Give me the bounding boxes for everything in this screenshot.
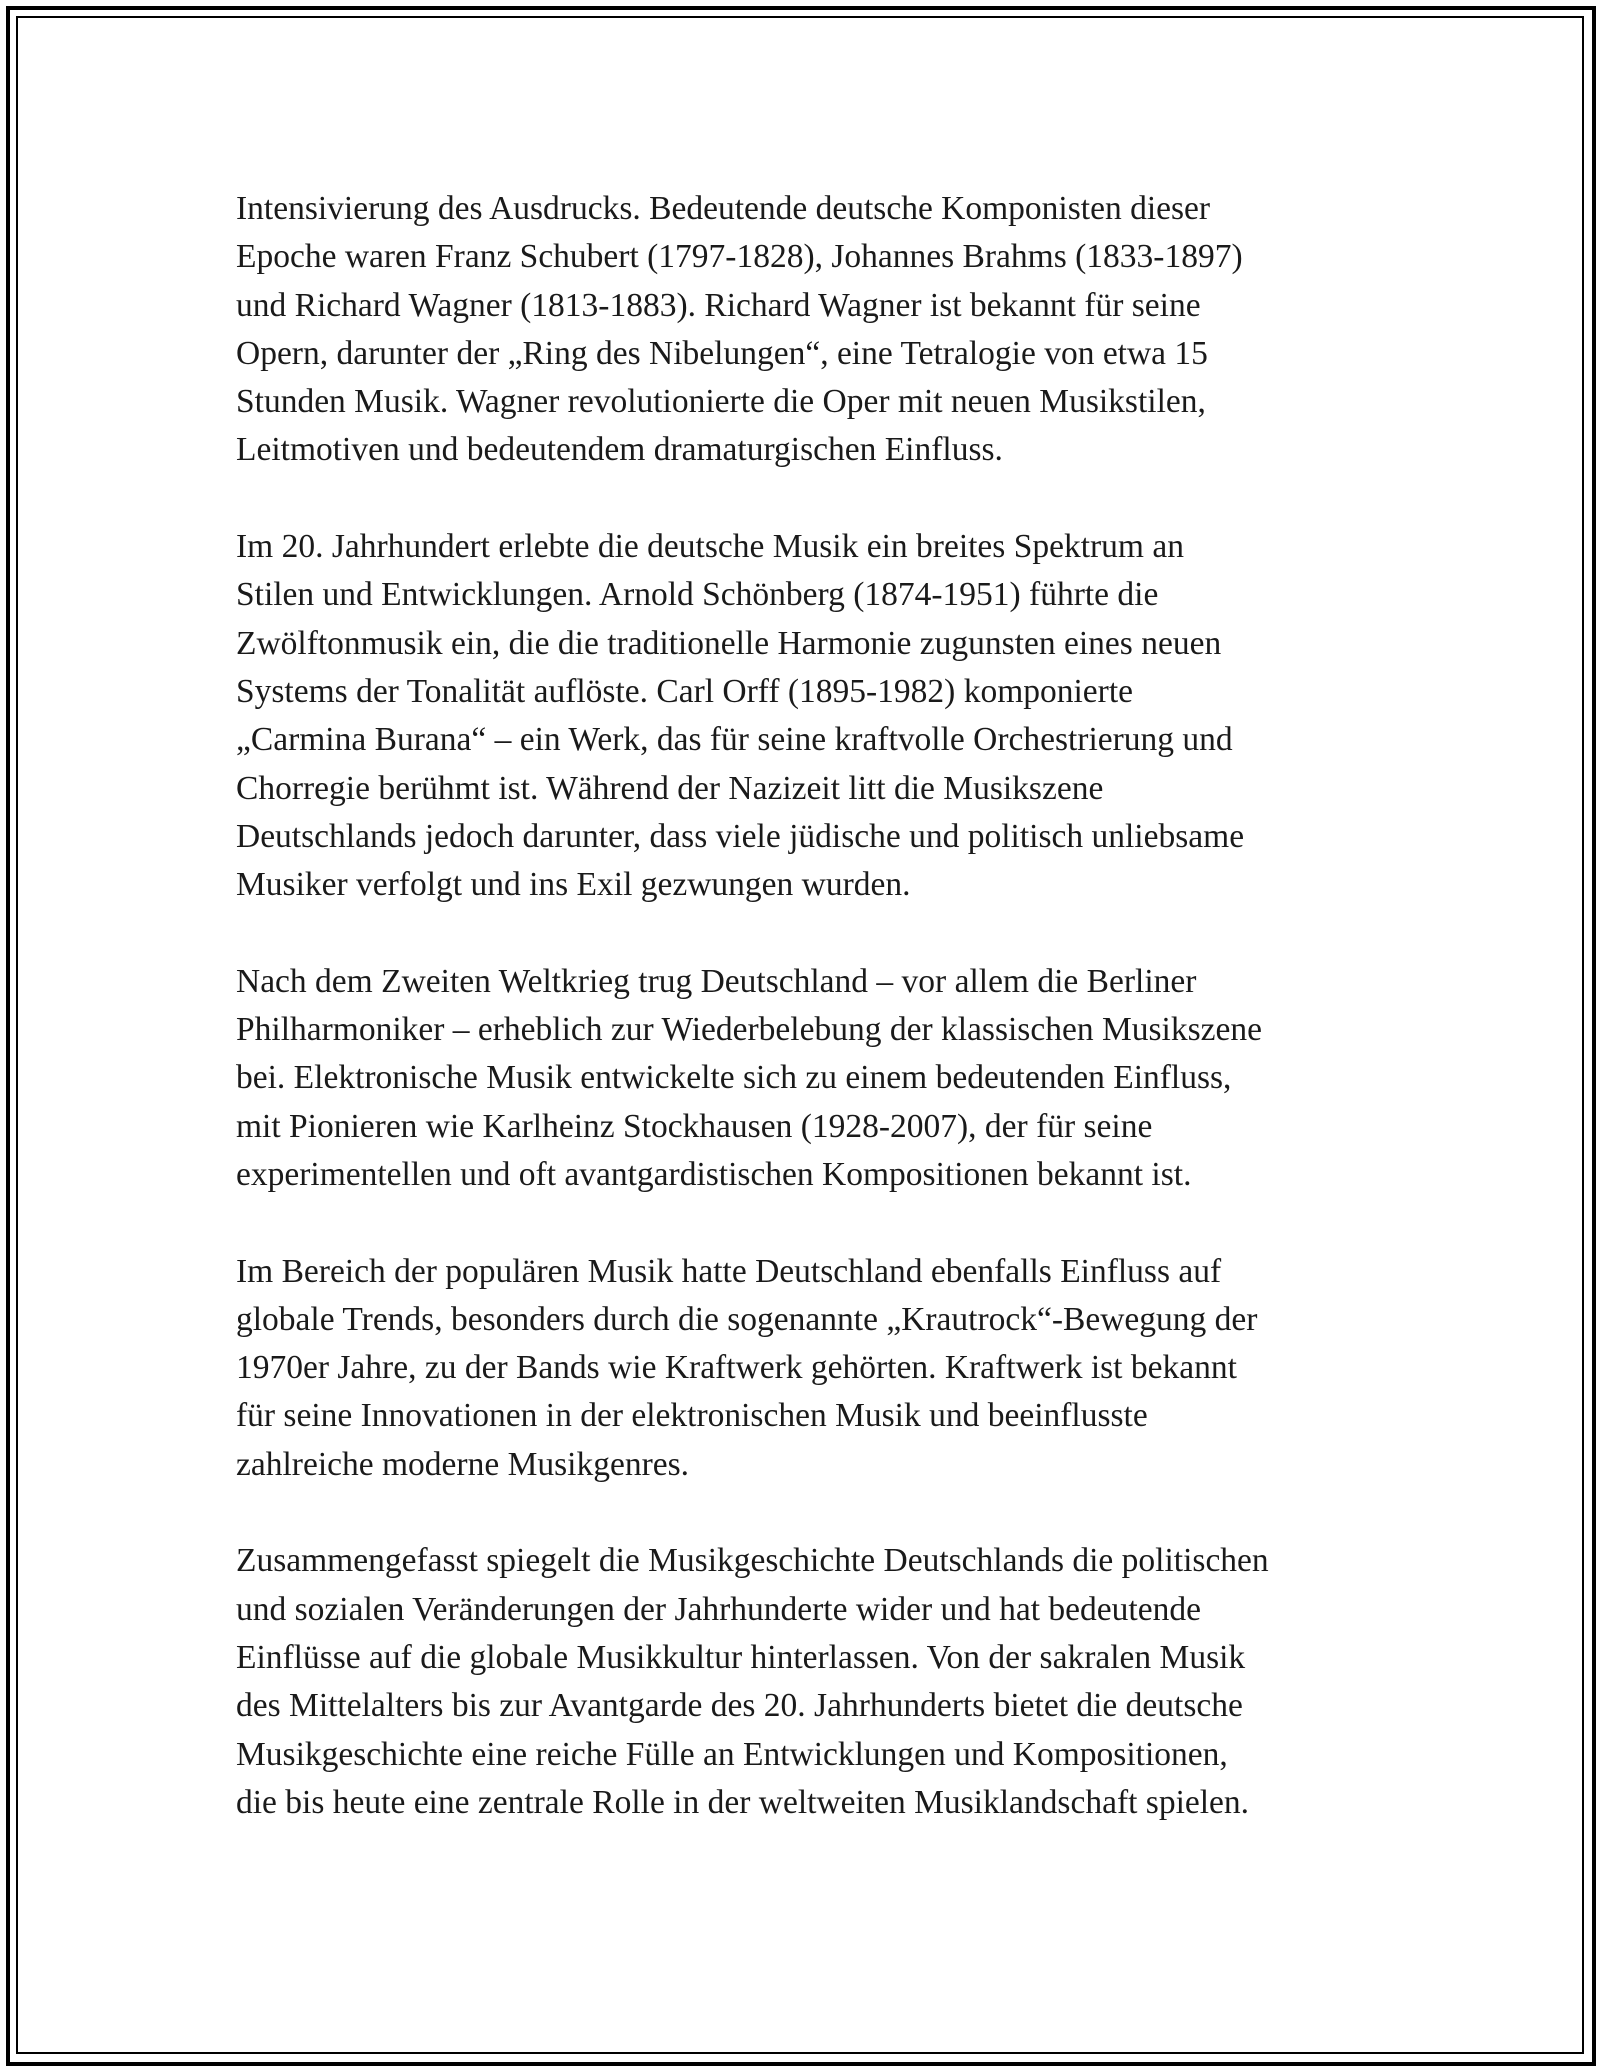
text-line: und Richard Wagner (1813-1883). Richard Wagner ist bekannt für seine [236,286,1201,324]
document-body [236,185,1376,1875]
text-line: Chorregie berühmt ist. Während der Nazizeit litt die Musikszene [236,769,1104,807]
text-line: Philharmoniker – erheblich zur Wiederbelebung der klassischen Musikszene [236,1011,1262,1049]
text-line: Musikgeschichte eine reiche Fülle an Entwicklungen und Kompositionen, [236,1735,1228,1773]
text-line: zahlreiche moderne Musikgenres. [236,1445,690,1483]
text-line: Stilen und Entwicklungen. Arnold Schönberg (1874-1951) führte die [236,576,1159,614]
text-line: mit Pionieren wie Karlheinz Stockhausen (1928-2007), der für seine [236,1107,1153,1145]
paragraph-3 [236,958,1376,1199]
text-line: bei. Elektronische Musik entwickelte sich zu einem bedeutenden Einfluss, [236,1059,1232,1097]
text-line: 1970er Jahre, zu der Bands wie Kraftwerk gehörten. Kraftwerk ist bekannt [236,1349,1237,1387]
text-line: experimentellen und oft avantgardistischen Kompositionen bekannt ist. [236,1155,1192,1193]
text-line: Intensivierung des Ausdrucks. Bedeutende deutsche Komponisten dieser [236,190,1211,227]
text-line: Epoche waren Franz Schubert (1797-1828), Johannes Brahms (1833-1897) [236,238,1243,276]
text-line: und sozialen Veränderungen der Jahrhunderte wider und hat bedeutende [236,1590,1201,1628]
text-line: Opern, darunter der „Ring des Nibelungen“, eine Tetralogie von etwa 15 [236,334,1208,372]
text-line: Stunden Musik. Wagner revolutionierte die Oper mit neuen Musikstilen, [236,383,1206,421]
text-line: „Carmina Burana“ – ein Werk, das für seine kraftvolle Orchestrierung und [236,721,1233,759]
text-line: Einflüsse auf die globale Musikkultur hinterlassen. Von der sakralen Musik [236,1638,1246,1676]
paragraph-2 [236,523,1376,909]
text-line: des Mittelalters bis zur Avantgarde des 20. Jahrhunderts bietet die deutsche [236,1687,1243,1725]
text-line: Leitmotiven und bedeutendem dramaturgischen Einfluss. [236,431,1003,469]
text-line: für seine Innovationen in der elektronischen Musik und beeinflusste [236,1397,1148,1435]
text-line: Zwölftonmusik ein, die die traditionelle Harmonie zugunsten eines neuen [236,624,1222,662]
paragraph-4 [236,1248,1376,1489]
text-line: Zusammengefasst spiegelt die Musikgeschichte Deutschlands die politischen [236,1542,1269,1580]
paragraph-5 [236,1537,1376,1827]
text-line: Deutschlands jedoch darunter, dass viele jüdische und politisch unliebsame [236,817,1245,855]
text-line: die bis heute eine zentrale Rolle in der weltweiten Musiklandschaft spielen. [236,1783,1250,1821]
text-line: Musiker verfolgt und ins Exil gezwungen wurden. [236,866,911,904]
text-line: Nach dem Zweiten Weltkrieg trug Deutschland – vor allem die Berliner [236,962,1197,1000]
text-line: Im Bereich der populären Musik hatte Deutschland ebenfalls Einfluss auf [236,1252,1222,1290]
text-line: Systems der Tonalität auflöste. Carl Orff (1895-1982) komponierte [236,672,1134,710]
paragraph-1 [236,185,1376,475]
text-line: Im 20. Jahrhundert erlebte die deutsche Musik ein breites Spektrum an [236,528,1184,566]
text-line: globale Trends, besonders durch die sogenannte „Krautrock“-Bewegung der [236,1300,1258,1338]
